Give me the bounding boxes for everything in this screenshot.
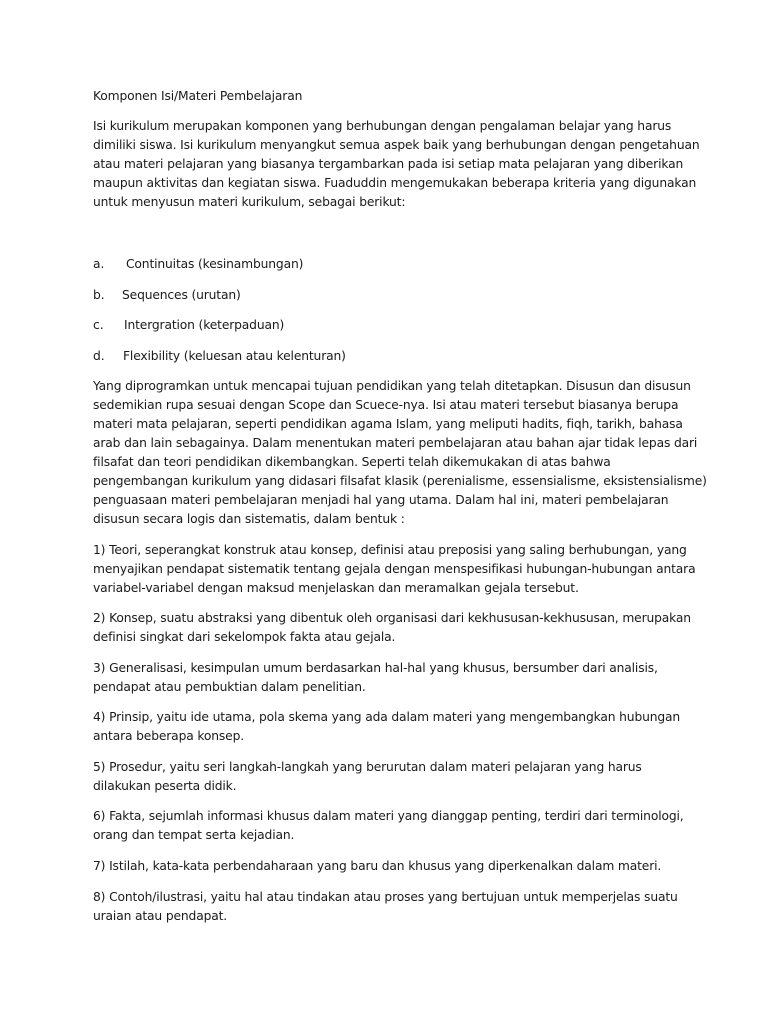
intro-line: dimiliki siswa. Isi kurikulum menyangkut semua aspek baik yang berhubungan dengan pengetahuan xyxy=(93,138,700,152)
body-line: pengembangan kurikulum yang didasari filsafat klasik (perenialisme, essensialisme, eksistensialisme) xyxy=(93,474,707,488)
criteria-marker: c. xyxy=(93,318,104,332)
criteria-text: Flexibility (keluesan atau kelenturan) xyxy=(123,349,346,363)
numbered-line: 2) Konsep, suatu abstraksi yang dibentuk oleh organisasi dari kekhususan-kekhususan, merupakan xyxy=(93,611,691,625)
numbered-line: dilakukan peserta didik. xyxy=(93,779,237,793)
criteria-marker: d. xyxy=(93,349,105,363)
criteria-text: Continuitas (kesinambungan) xyxy=(126,257,304,271)
intro-line: untuk menyusun materi kurikulum, sebagai berikut: xyxy=(93,195,406,209)
numbered-line: definisi singkat dari sekelompok fakta atau gejala. xyxy=(93,630,396,644)
numbered-line: variabel-variabel dengan maksud menjelaskan dan meramalkan gejala tersebut. xyxy=(93,581,579,595)
criteria-marker: b. xyxy=(93,288,105,302)
numbered-line: antara beberapa konsep. xyxy=(93,729,245,743)
numbered-line: 7) Istilah, kata-kata perbendaharaan yang baru dan khusus yang diperkenalkan dalam materi. xyxy=(93,859,662,873)
intro-line: maupun aktivitas dan kegiatan siswa. Fuaduddin mengemukakan beberapa kriteria yang digunakan xyxy=(93,176,697,190)
numbered-line: 6) Fakta, sejumlah informasi khusus dalam materi yang dianggap penting, terdiri dari terminologi, xyxy=(93,809,684,823)
body-line: disusun secara logis dan sistematis, dalam bentuk : xyxy=(93,512,405,526)
body-line: filsafat dan teori pendidikan dikembangkan. Seperti telah dikemukakan di atas bahwa xyxy=(93,455,611,469)
numbered-line: orang dan tempat serta kejadian. xyxy=(93,828,295,842)
document-title: Komponen Isi/Materi Pembelajaran xyxy=(93,89,303,103)
body-line: arab dan lain sebagainya. Dalam menentukan materi pembelajaran atau bahan ajar tidak lepas dari xyxy=(93,436,698,450)
numbered-line: pendapat atau pembuktian dalam penelitian. xyxy=(93,680,366,694)
numbered-line: uraian atau pendapat. xyxy=(93,909,228,923)
criteria-text: Sequences (urutan) xyxy=(122,288,241,302)
body-line: sedemikian rupa sesuai dengan Scope dan Scuece-nya. Isi atau materi tersebut biasanya berupa xyxy=(93,398,679,412)
intro-line: atau materi pelajaran yang biasanya tergambarkan pada isi setiap mata pelajaran yang diberikan xyxy=(93,157,684,171)
body-line: materi mata pelajaran, seperti pendidikan agama Islam, yang meliputi hadits, fiqh, tarikh, bahasa xyxy=(93,417,683,431)
numbered-line: 8) Contoh/ilustrasi, yaitu hal atau tindakan atau proses yang bertujuan untuk memperjelas suatu xyxy=(93,890,678,904)
body-line: Yang diprogramkan untuk mencapai tujuan pendidikan yang telah ditetapkan. Disusun dan disusun xyxy=(93,379,691,393)
numbered-line: menyajikan pendapat sistematik tentang gejala dengan menspesifikasi hubungan-hubungan antara xyxy=(93,562,696,576)
criteria-text: Intergration (keterpaduan) xyxy=(124,318,285,332)
numbered-line: 5) Prosedur, yaitu seri langkah-langkah yang berurutan dalam materi pelajaran yang harus xyxy=(93,760,642,774)
criteria-marker: a. xyxy=(93,257,105,271)
numbered-line: 1) Teori, seperangkat konstruk atau konsep, definisi atau preposisi yang saling berhubungan, yang xyxy=(93,543,687,557)
numbered-line: 4) Prinsip, yaitu ide utama, pola skema yang ada dalam materi yang mengembangkan hubungan xyxy=(93,710,681,724)
numbered-line: 3) Generalisasi, kesimpulan umum berdasarkan hal-hal yang khusus, bersumber dari analisis, xyxy=(93,661,658,675)
intro-line: Isi kurikulum merupakan komponen yang berhubungan dengan pengalaman belajar yang harus xyxy=(93,119,672,133)
body-line: penguasaan materi pembelajaran menjadi hal yang utama. Dalam hal ini, materi pembelajaran xyxy=(93,493,669,507)
